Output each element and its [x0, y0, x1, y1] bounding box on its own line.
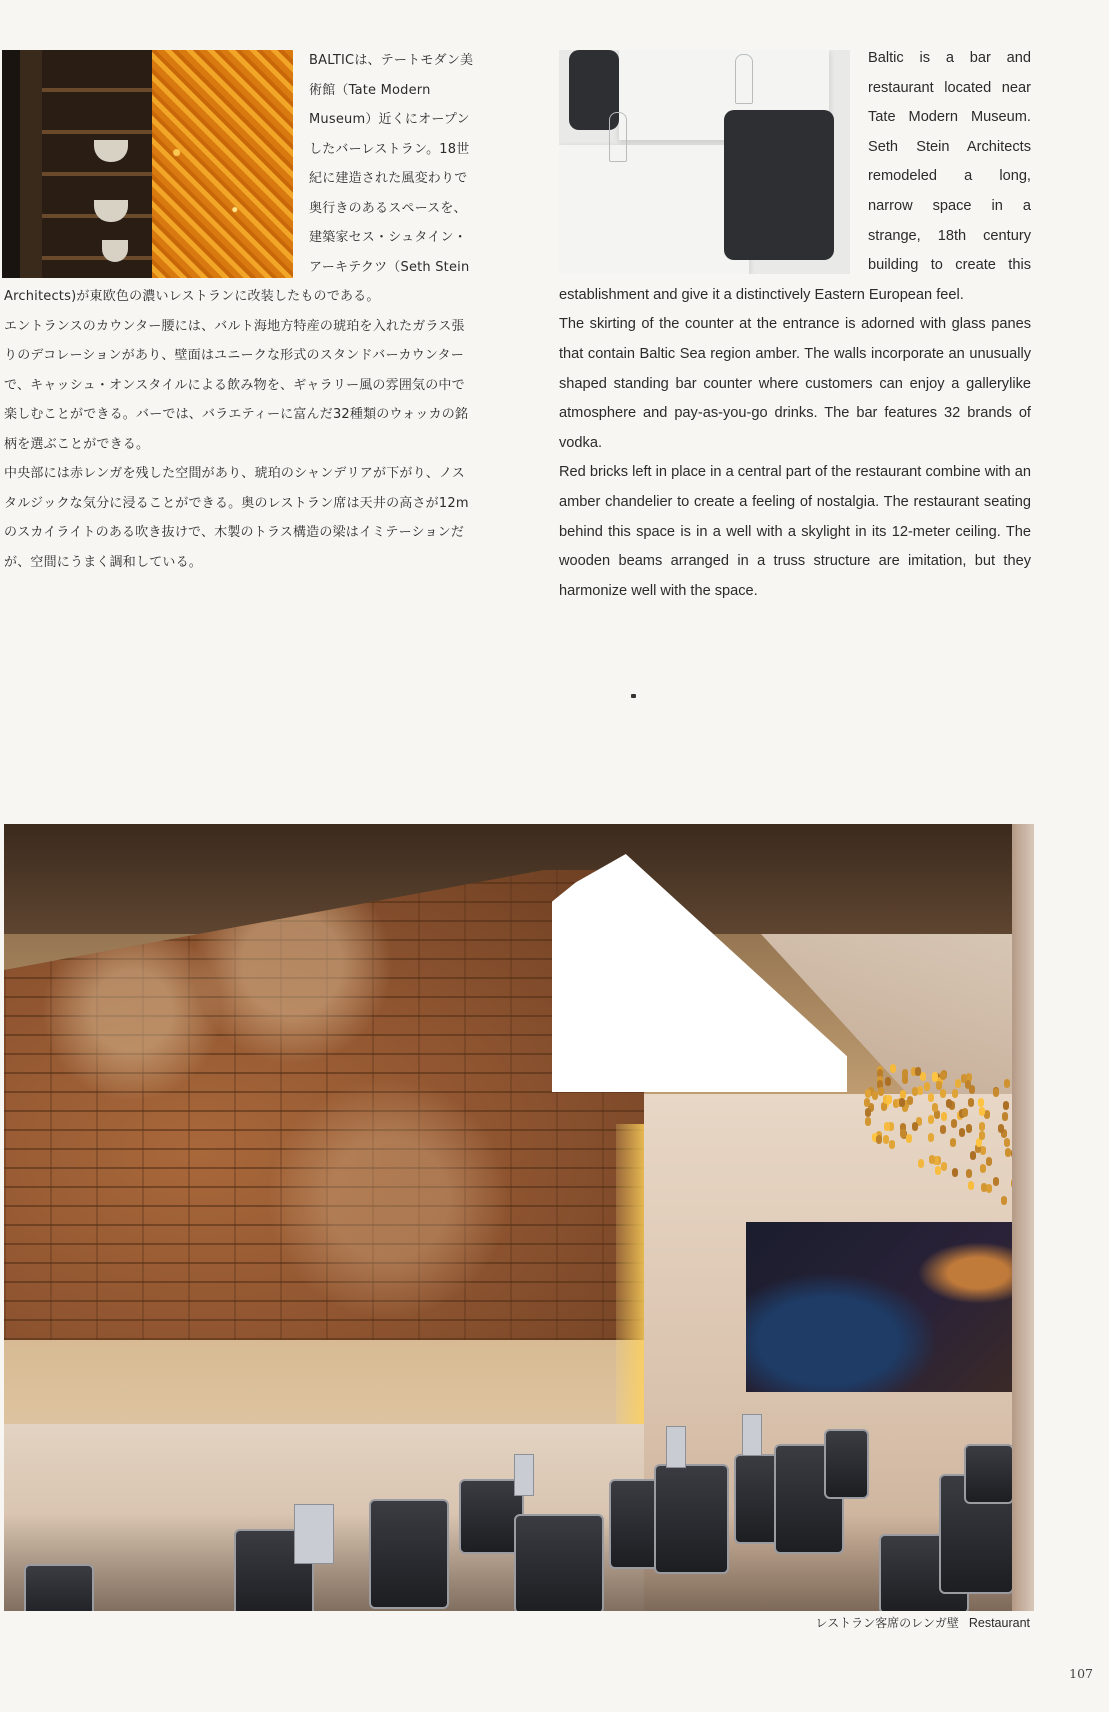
chandelier-drop: [883, 1135, 889, 1144]
jp-paragraph-2: エントランスのカウンター腰には、バルト海地方特産の琥珀を入れたガラス張りのデコレーションがあり、壁面はユニークな形式のスタンドバーカウンターで、キャッシュ・オンスタイルによる飲み物を、ギャラリー風の雰囲気の中で楽しむことができる。バーでは、バラエティーに富んだ32種類のウォッカの銘柄を選ぶことができる。: [4, 318, 469, 452]
jp-paragraph-1: BALTICは、テートモダン美術館（Tate Modern Museum）近くにオープンしたバーレストラン。18世紀に建造された風変わりで奥行きのあるスペースを、建築家セス・シュタイン・アーキテクツ（Seth Stein Architects)が東欧色の濃いレストランに改装したものである。: [4, 53, 474, 304]
jp-paragraph-3: 中央部には赤レンガを残した空間があり、琥珀のシャンデリアが下がり、ノスタルジックな気分に浸ることができる。奥のレストラン席は天井の高さが12mのスカイライトのある吹き抜けで、木製のトラス構造の梁はイミテーションだが、空間にうまく調和している。: [4, 466, 469, 570]
chandelier-drop: [946, 1099, 952, 1108]
shelf: [2, 50, 152, 278]
amber-bar-photo: [2, 50, 293, 278]
chandelier-drop: [984, 1110, 990, 1119]
chandelier-drop: [979, 1107, 985, 1116]
chandelier-drop: [876, 1135, 882, 1144]
chandelier-drop: [993, 1088, 999, 1097]
english-column: [559, 44, 1031, 606]
chandelier-drop: [981, 1183, 987, 1192]
menu-card: [742, 1414, 762, 1456]
chandelier-drop: [979, 1122, 985, 1131]
chandelier-drop: [970, 1151, 976, 1160]
tablecloth: [559, 145, 749, 274]
pillar: [1012, 824, 1034, 1611]
table-setting-photo: [559, 50, 850, 274]
chandelier-drop: [929, 1155, 935, 1164]
chandelier-drop: [951, 1119, 957, 1128]
chandelier-drop: [864, 1098, 870, 1107]
chandelier-drop: [968, 1181, 974, 1190]
chandelier-drop: [966, 1169, 972, 1178]
chair: [514, 1514, 604, 1611]
en-paragraph-3: Red bricks left in place in a central part of the restaurant combine with an amber chandelier to create a feeling of nostalgia. The restaurant seating behind this space is in a well with a skylight in its 12-meter ceiling. The wooden beams arranged in a truss structure are imitation, but they harmonize well with the space.: [559, 464, 1031, 599]
wine-glass: [609, 112, 627, 162]
chandelier-drop: [924, 1082, 930, 1091]
chandelier-drop: [993, 1177, 999, 1186]
chandelier-drop: [928, 1133, 934, 1142]
en-paragraph-2: The skirting of the counter at the entrance is adorned with glass panes that contain Baltic Sea region amber. The walls incorporate an unusually shaped standing bar counter where customers can enjoy a gallerylike atmosphere and pay-as-you-go drinks. The bar features 32 brands of vodka.: [559, 316, 1031, 451]
chandelier-drop: [906, 1134, 912, 1143]
stray-mark: [631, 694, 636, 698]
chandelier-drop: [907, 1096, 913, 1105]
japanese-column: [4, 46, 474, 577]
chandelier-drop: [928, 1093, 934, 1102]
chair: [824, 1429, 869, 1499]
chandelier-drop: [936, 1081, 942, 1090]
chandelier-drop: [941, 1112, 947, 1121]
chandelier-drop: [968, 1098, 974, 1107]
chair: [24, 1564, 94, 1611]
menu-card: [666, 1426, 686, 1468]
brick-wall: [4, 870, 644, 1340]
chandelier-drop: [865, 1117, 871, 1126]
chandelier-drop: [1001, 1196, 1007, 1205]
page-number: 107: [1069, 1666, 1093, 1681]
chandelier-drop: [912, 1122, 918, 1131]
chandelier-drop: [886, 1095, 892, 1104]
wall-painting: [746, 1222, 1019, 1392]
chandelier-drop: [878, 1087, 884, 1096]
chandelier-drop: [890, 1064, 896, 1073]
chandelier-drop: [1003, 1101, 1009, 1110]
chandelier-drop: [865, 1108, 871, 1117]
chandelier-drop: [969, 1085, 975, 1094]
chandelier-drop: [900, 1129, 906, 1138]
chair: [654, 1464, 729, 1574]
chandelier-drop: [952, 1168, 958, 1177]
chandelier-drop: [940, 1089, 946, 1098]
chair: [964, 1444, 1014, 1504]
chandelier-drop: [912, 1087, 918, 1096]
amber-chandelier: [844, 1024, 1024, 1224]
chandelier-drop: [1004, 1079, 1010, 1088]
light-glow: [616, 1124, 646, 1444]
chair: [724, 110, 834, 260]
chandelier-drop: [940, 1071, 946, 1080]
chandelier-drop: [917, 1086, 923, 1095]
chandelier-drop: [979, 1131, 985, 1140]
chandelier-drop: [978, 1098, 984, 1107]
chandelier-drop: [980, 1164, 986, 1173]
chandelier-drop: [1004, 1138, 1010, 1147]
chandelier-drop: [932, 1072, 938, 1081]
chandelier-drop: [928, 1115, 934, 1124]
chandelier-drop: [962, 1108, 968, 1117]
menu-card: [294, 1504, 334, 1564]
chandelier-drop: [899, 1098, 905, 1107]
restaurant-photo: [4, 824, 1034, 1611]
chandelier-drop: [889, 1140, 895, 1149]
chandelier-drop: [1002, 1112, 1008, 1121]
chandelier-drop: [940, 1125, 946, 1134]
chandelier-drop: [902, 1075, 908, 1084]
chandelier-drop: [885, 1077, 891, 1086]
chandelier-drop: [966, 1124, 972, 1133]
caption-jp: レストラン客席のレンガ壁: [815, 1616, 959, 1630]
chandelier-drop: [865, 1089, 871, 1098]
chandelier-drop: [986, 1184, 992, 1193]
chandelier-drop: [998, 1124, 1004, 1133]
chandelier-drop: [941, 1162, 947, 1171]
chandelier-drop: [884, 1122, 890, 1131]
en-paragraph-1: Baltic is a bar and restaurant located near Tate Modern Museum. Seth Stein Architects remodeled a long, narrow space in a strange, 18th century building to create this establishment and give it a distinctively Eastern European feel.: [559, 50, 1031, 303]
photo-caption: [816, 1614, 1031, 1631]
chandelier-drop: [955, 1079, 961, 1088]
chandelier-drop: [950, 1138, 956, 1147]
chandelier-drop: [986, 1157, 992, 1166]
chandelier-drop: [959, 1128, 965, 1137]
chandelier-drop: [1005, 1148, 1011, 1157]
chandelier-drop: [918, 1159, 924, 1168]
caption-en: Restaurant: [968, 1616, 1030, 1630]
chair: [369, 1499, 449, 1609]
wine-glass: [735, 54, 753, 104]
chandelier-drop: [932, 1103, 938, 1112]
chandelier-drop: [935, 1166, 941, 1175]
menu-card: [514, 1454, 534, 1496]
chandelier-drop: [915, 1067, 921, 1076]
chandelier-drop: [952, 1089, 958, 1098]
chandelier-drop: [961, 1074, 967, 1083]
